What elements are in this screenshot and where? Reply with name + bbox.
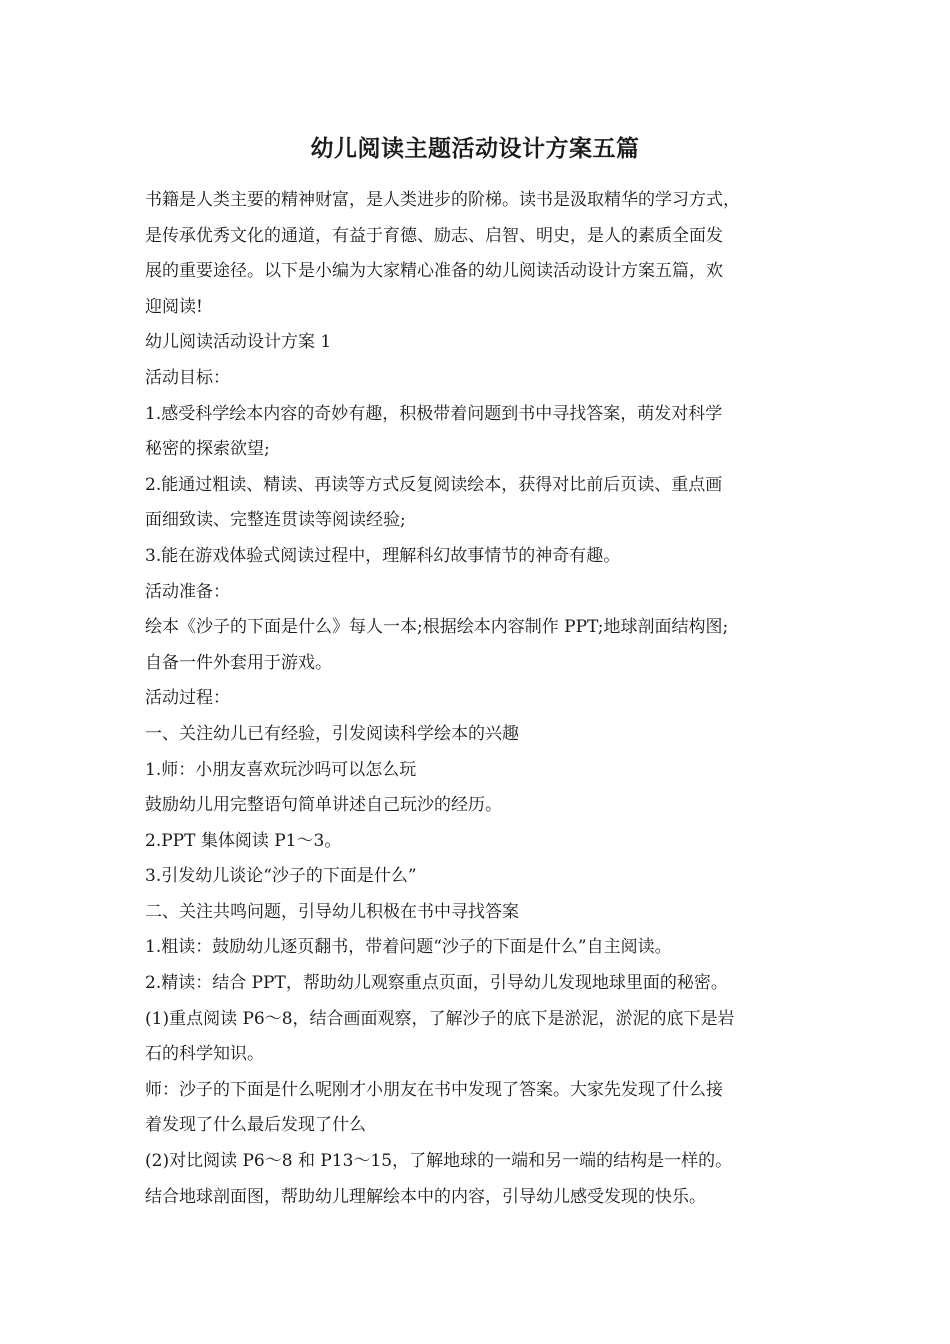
paragraph-line: 迎阅读! [145,296,203,317]
paragraph-line: 3.能在游戏体验式阅读过程中，理解科幻故事情节的神奇有趣。 [145,545,621,566]
paragraph-line: 书籍是人类主要的精神财富，是人类进步的阶梯。读书是汲取精华的学习方式， [145,190,740,210]
paragraph-line: 秘密的探索欲望; [145,439,270,460]
paragraph-line: 2.能通过粗读、精读、再读等方式反复阅读绘本，获得对比前后页读、重点画 [145,474,723,495]
paragraph-line: 着发现了什么最后发现了什么 [145,1115,366,1136]
paragraph-line: (2)对比阅读 P6～8 和 P13～15，了解地球的一端和另一端的结构是一样的。 [145,1151,733,1172]
paragraph-line: 2.PPT 集体阅读 P1～3。 [145,830,342,851]
paragraph-line: 面细致读、完整连贯读等阅读经验; [145,510,406,531]
paragraph-line: (1)重点阅读 P6～8，结合画面观察，了解沙子的底下是淤泥，淤泥的底下是岩 [145,1008,735,1029]
document-body [145,183,815,1215]
paragraph-line: 二、关注共鸣问题，引导幼儿积极在书中寻找答案 [145,901,519,922]
paragraph-line: 3.引发幼儿谈论“沙子的下面是什么” [145,866,417,887]
paragraph-line: 2.精读：结合 PPT，帮助幼儿观察重点页面，引导幼儿发现地球里面的秘密。 [145,973,728,994]
paragraph-line: 自备一件外套用于游戏。 [145,652,332,673]
paragraph-line: 结合地球剖面图，帮助幼儿理解绘本中的内容，引导幼儿感受发现的快乐。 [145,1186,706,1207]
paragraph-line: 一、关注幼儿已有经验，引发阅读科学绘本的兴趣 [145,723,519,744]
section-label: 活动目标： [145,367,230,388]
paragraph-line: 展的重要途径。以下是小编为大家精心准备的幼儿阅读活动设计方案五篇，欢 [145,261,723,282]
paragraph-line: 鼓励幼儿用完整语句简单讲述自己玩沙的经历。 [145,795,502,816]
paragraph-line: 1.师：小朋友喜欢玩沙吗可以怎么玩 [145,759,417,780]
document-title: 幼儿阅读主题活动设计方案五篇 [310,135,640,162]
paragraph-line: 1.感受科学绘本内容的奇妙有趣，积极带着问题到书中寻找答案，萌发对科学 [145,403,723,424]
paragraph-line: 1.粗读：鼓励幼儿逐页翻书，带着问题“沙子的下面是什么”自主阅读。 [145,937,672,958]
paragraph-line: 绘本《沙子的下面是什么》每人一本;根据绘本内容制作 PPT;地球剖面结构图; [145,617,729,638]
paragraph-line: 石的科学知识。 [145,1044,264,1065]
section-heading: 幼儿阅读活动设计方案 1 [145,332,332,353]
paragraph-line: 是传承优秀文化的通道，有益于育德、励志、启智、明史，是人的素质全面发 [145,225,723,246]
section-label: 活动准备： [145,581,230,602]
section-label: 活动过程： [145,688,230,709]
paragraph-line: 师：沙子的下面是什么呢刚才小朋友在书中发现了答案。大家先发现了什么接 [145,1079,723,1100]
